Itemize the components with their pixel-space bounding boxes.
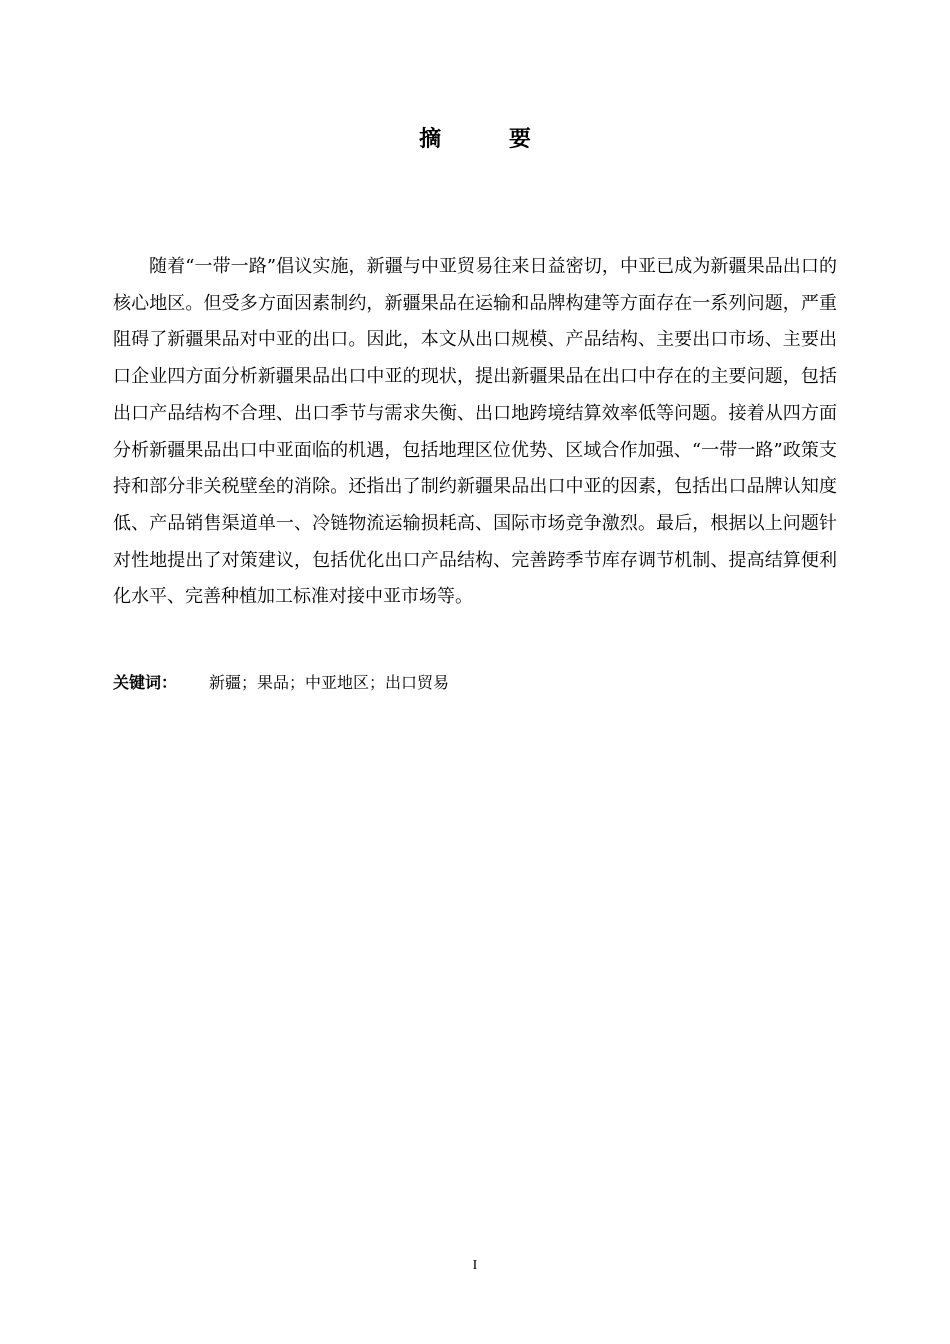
keywords-label: 关键词： [113,673,178,692]
abstract-title: 摘 要 [419,127,561,152]
keywords-values: 新疆；果品；中亚地区；出口贸易 [209,673,450,692]
abstract-paragraph: 随着“一带一路”倡议实施，新疆与中亚贸易往来日益密切，中亚已成为新疆果品出口的核心地区。但受多方面因素制约，新疆果品在运输和品牌构建等方面存在一系列问题，严重阻碍了新疆果品对中亚的出口。因此，本文从出口规模、产品结构、主要出口市场、主要出口企业四方面分析新疆果品出口中亚的现状，提出新疆果品在出口中存在的主要问题，包括出口产品结构不合理、出口季节与需求失衡、出口地跨境结算效率低等问题。接着从四方面分析新疆果品出口中亚面临的机遇，包括地理区位优势、区域合作加强、“一带一路”政策支持和部分非关税壁垒的消除。还指出了制约新疆果品出口中亚的因素，包括出口品牌认知度低、产品销售渠道单一、冷链物流运输损耗高、国际市场竞争激烈。最后，根据以上问题针对性地提出了对策建议，包括优化出口产品结构、完善跨季节库存调节机制、提高结算便利化水平、完善种植加工标准对接中亚市场等。 [113,256,837,608]
keywords-line [113,670,837,696]
page-number: I [472,1258,478,1273]
